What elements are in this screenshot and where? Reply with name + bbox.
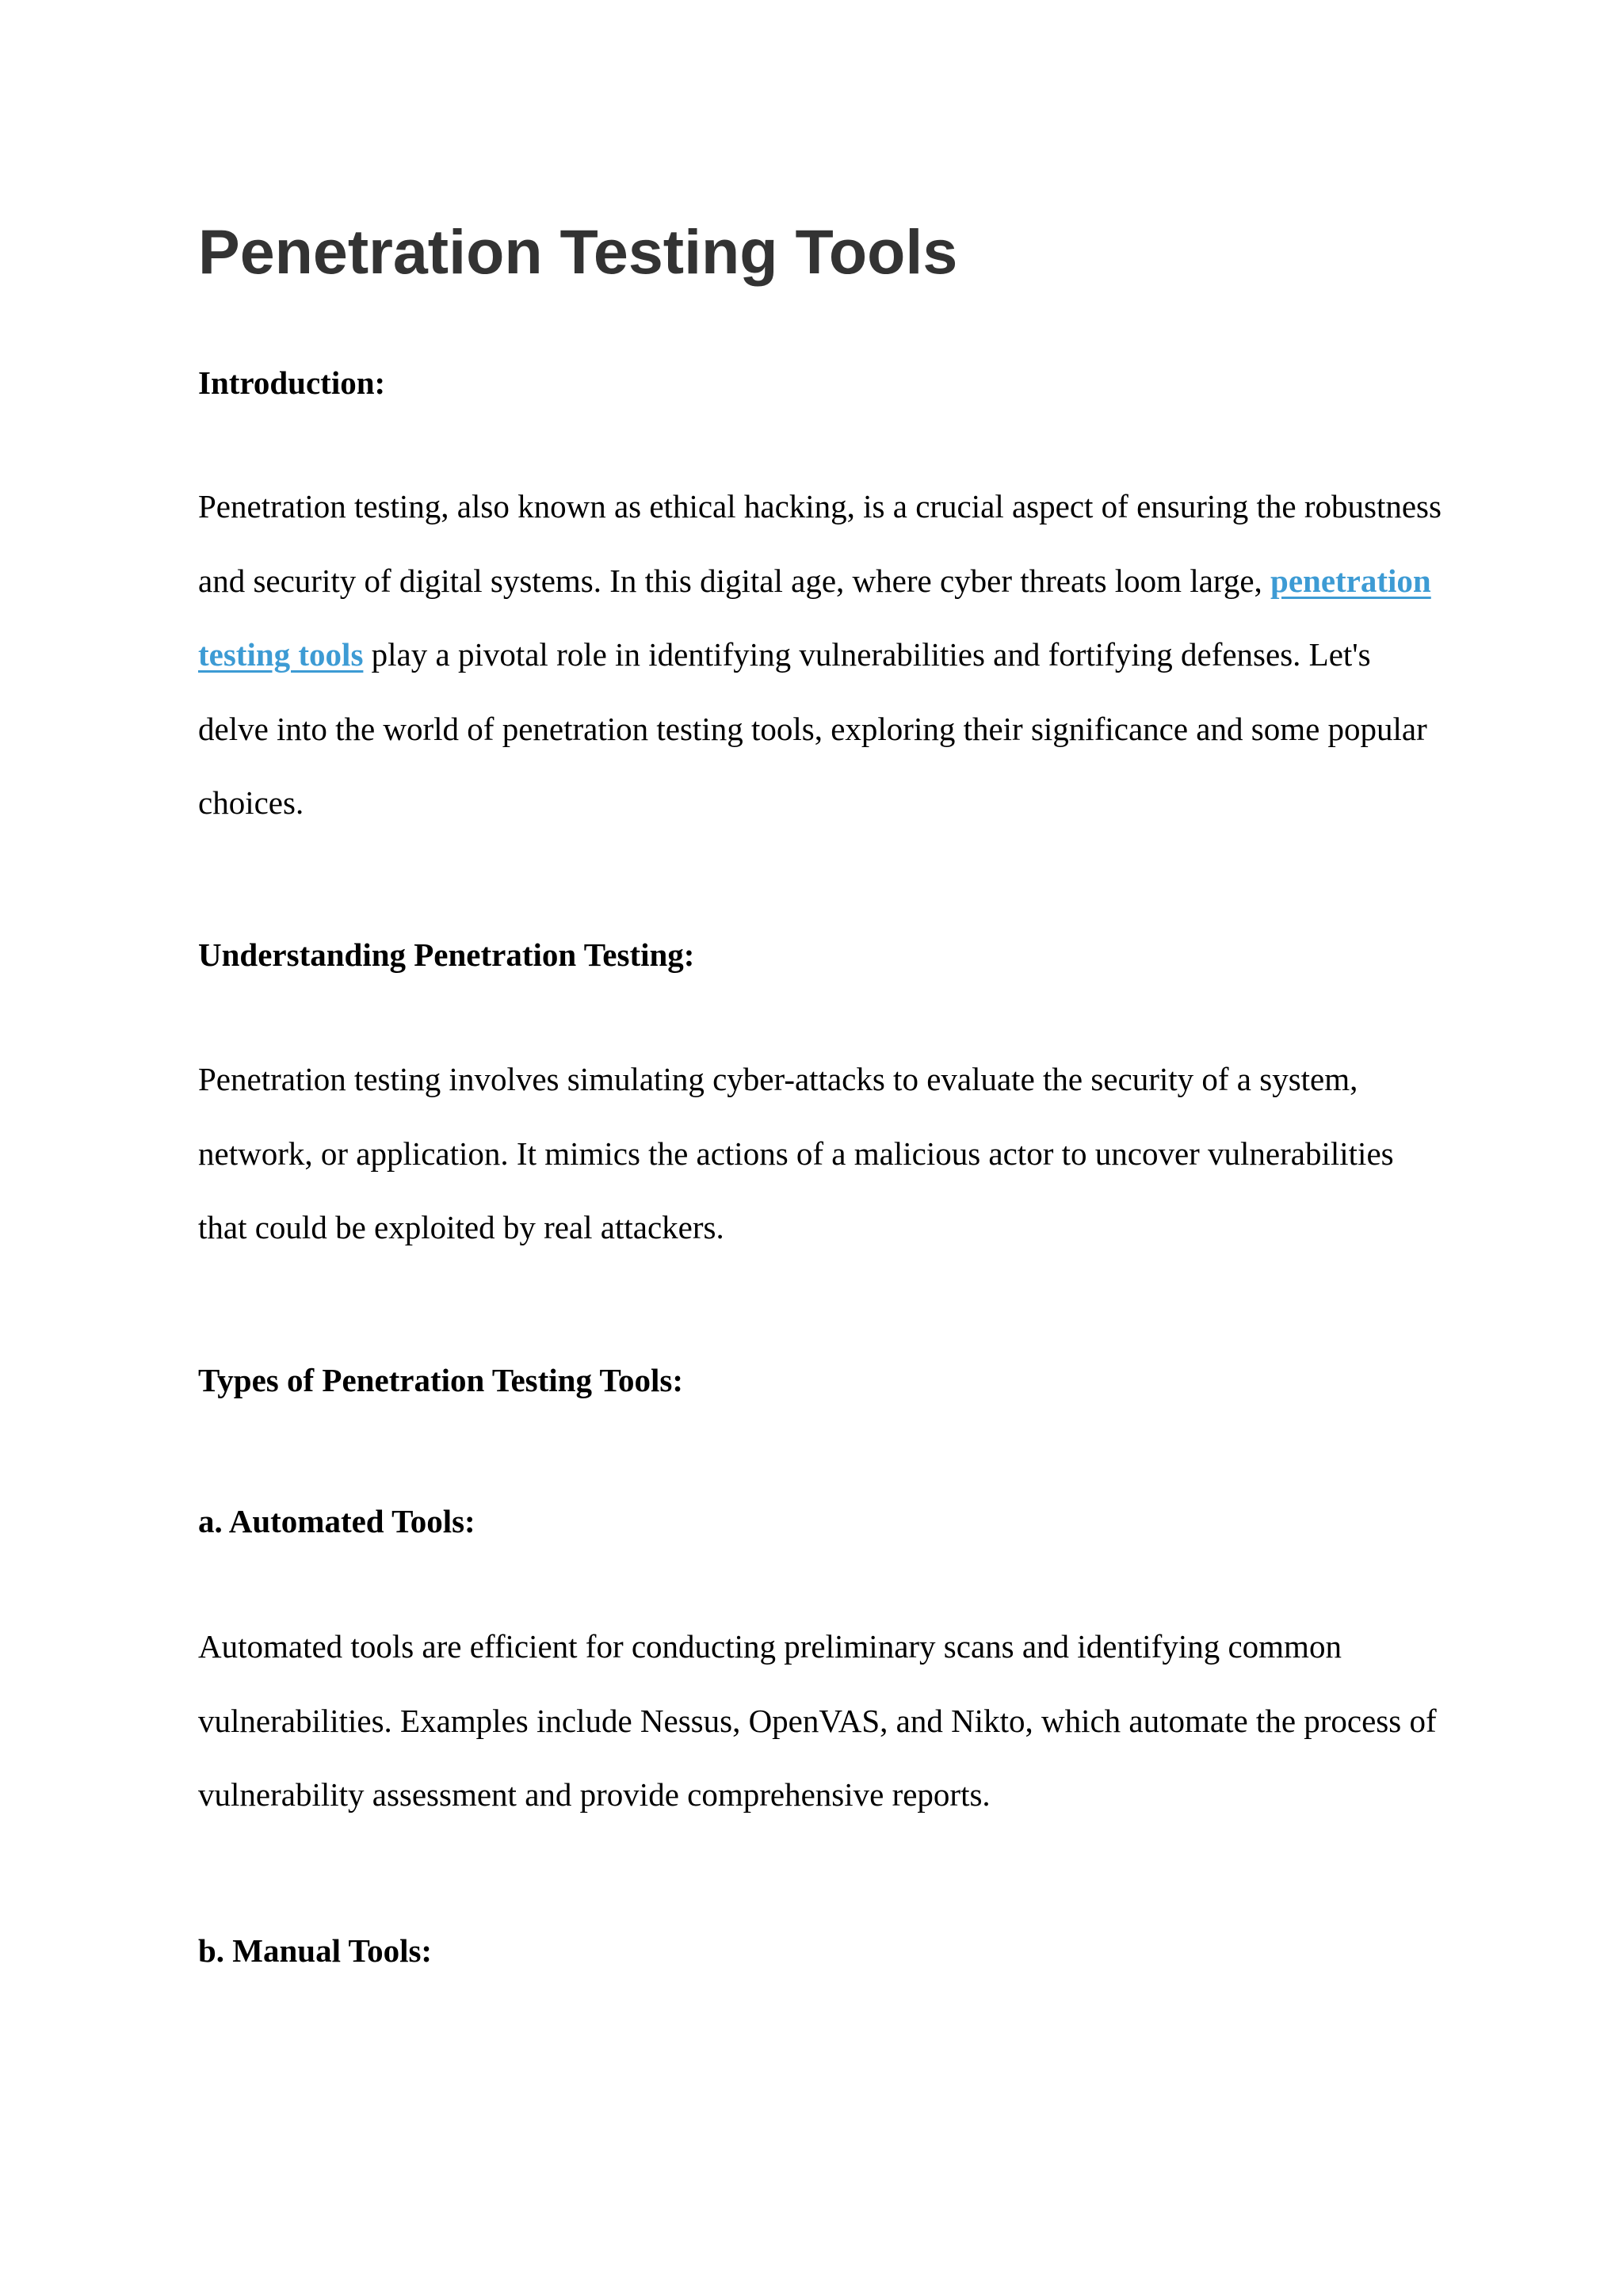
- document-title: Penetration Testing Tools: [198, 216, 958, 287]
- paragraph-automated-tools: Automated tools are efficient for conducting preliminary scans and identifying common vulnerabilities. Examples include Nessus, OpenVAS, and Nikto, which automate the process of vulnerability assessment and provide comprehensive reports.: [198, 1628, 1437, 1813]
- heading-types-of-tools: Types of Penetration Testing Tools:: [198, 1362, 684, 1398]
- heading-automated-tools: a. Automated Tools:: [198, 1503, 475, 1539]
- intro-text-after-link: play a pivotal role in identifying vulnerabilities and fortifying defenses. Let's delve into the world of penetration testing tools, exploring their significance and some popular choices.: [198, 636, 1427, 821]
- intro-text-before-link: Penetration testing, also known as ethical hacking, is a crucial aspect of ensuring the robustness and security of digital systems. In this digital age, where cyber threats loom large,: [198, 488, 1442, 599]
- heading-understanding-penetration-testing: Understanding Penetration Testing:: [198, 936, 695, 973]
- paragraph-understanding-penetration-testing: Penetration testing involves simulating cyber-attacks to evaluate the security of a system, network, or application. It mimics the actions of a malicious actor to uncover vulnerabilities that could be exploited by real attackers.: [198, 1061, 1394, 1245]
- penetration-testing-tools-link[interactable]: penetration testing tools: [198, 562, 1431, 673]
- paragraph-introduction: [198, 470, 1442, 841]
- heading-manual-tools: b. Manual Tools:: [198, 1932, 433, 1969]
- heading-introduction: Introduction:: [198, 364, 386, 401]
